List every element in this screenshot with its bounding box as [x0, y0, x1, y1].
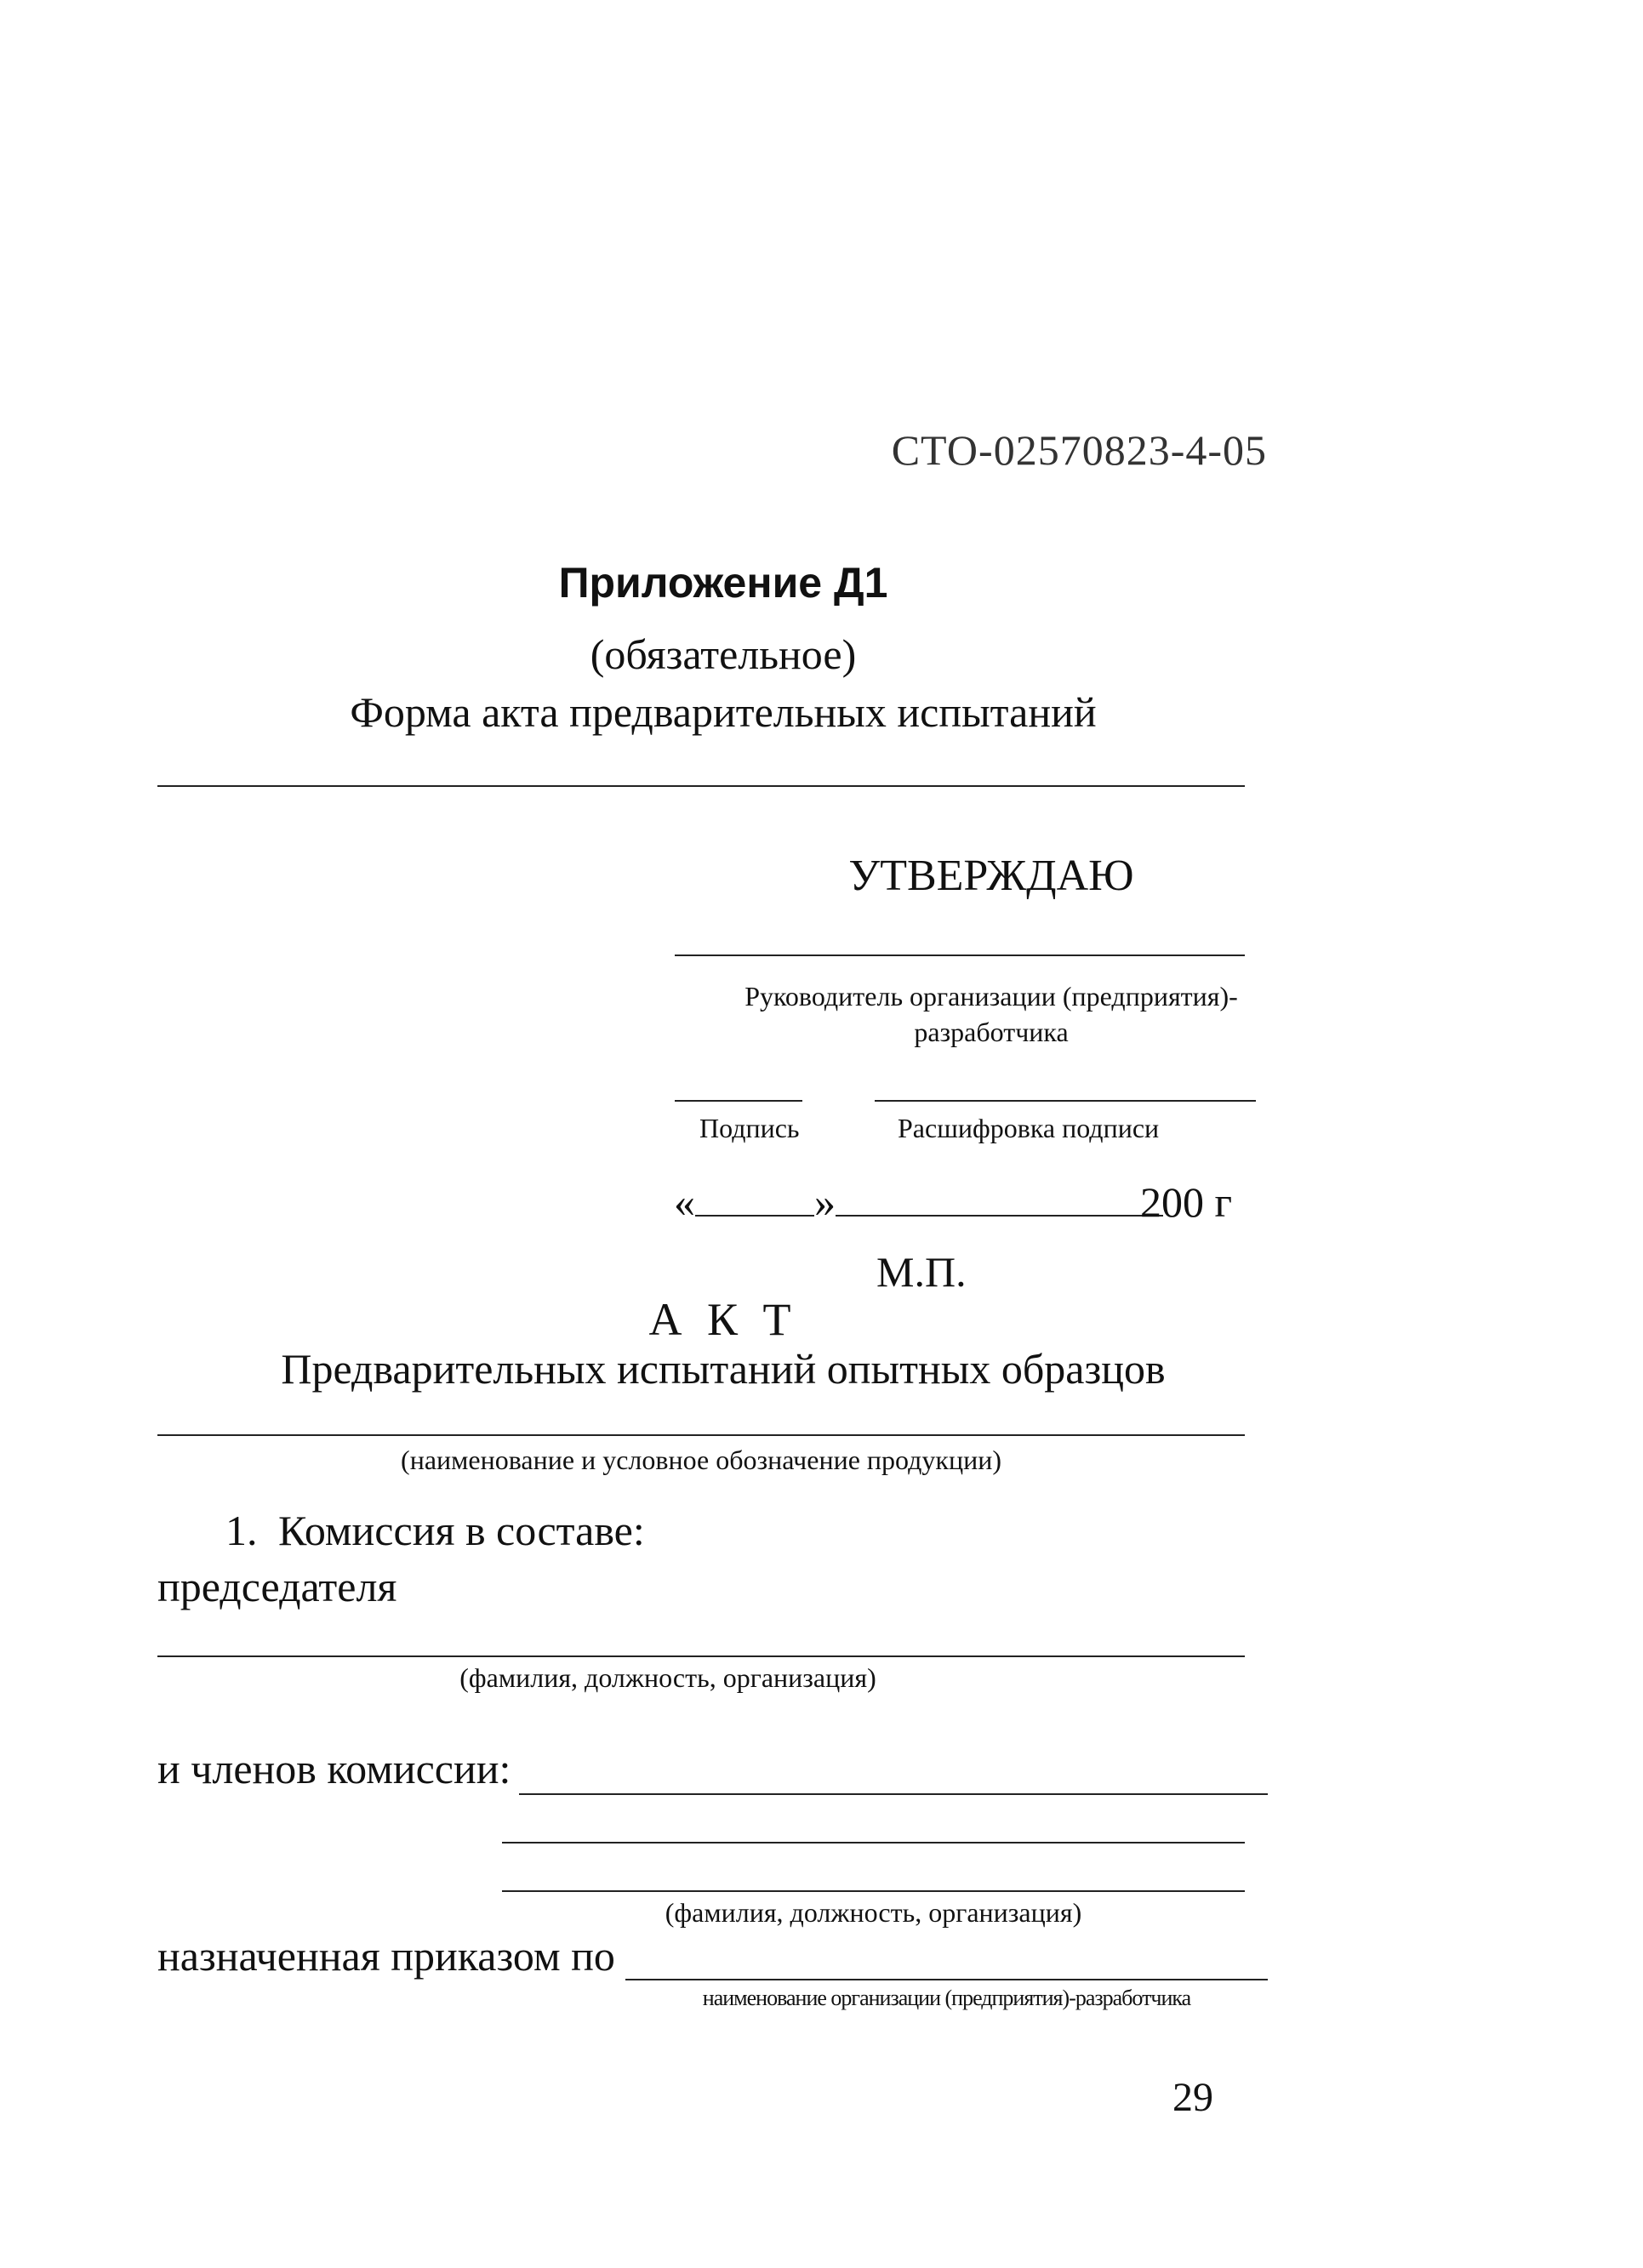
stamp-placeholder: М.П. — [876, 1248, 967, 1296]
header-divider — [157, 785, 1245, 787]
form-title: Форма акта предварительных испытаний — [350, 688, 1097, 736]
commission-item — [225, 1506, 645, 1555]
item-number: 1. — [225, 1507, 258, 1554]
members-label: и членов комиссии: — [157, 1745, 511, 1792]
signature-decode-caption: Расшифровка подписи — [898, 1113, 1160, 1143]
document-code: СТО-02570823-4-05 — [891, 426, 1267, 474]
appendix-status: (обязательное) — [590, 630, 857, 678]
date-close-quote: » — [814, 1178, 836, 1226]
approval-year: 200 г — [1140, 1178, 1233, 1226]
page-number: 29 — [1172, 2075, 1213, 2120]
act-subtitle: Предварительных испытаний опытных образцов — [281, 1345, 1166, 1393]
signature-line — [675, 1100, 802, 1102]
order-line — [625, 1979, 1268, 1980]
signature-caption: Подпись — [699, 1113, 800, 1143]
signature-decode-line — [875, 1100, 1256, 1102]
order-caption: наименование организации (предприятия)-разработчика — [702, 1986, 1191, 2010]
date-open-quote: « — [674, 1178, 695, 1226]
approve-heading: УТВЕРЖДАЮ — [848, 852, 1134, 900]
chairman-label: председателя — [157, 1563, 397, 1610]
members-line-3 — [502, 1890, 1245, 1892]
approval-date-row — [674, 1177, 1163, 1227]
appendix-title: Приложение Д1 — [558, 559, 888, 607]
item-label: Комиссия в составе: — [278, 1507, 645, 1554]
month-blank — [836, 1179, 1163, 1217]
approver-line — [675, 954, 1245, 956]
members-caption: (фамилия, должность, организация) — [665, 1897, 1082, 1928]
product-name-line — [157, 1434, 1245, 1436]
chairman-caption: (фамилия, должность, организация) — [459, 1662, 876, 1693]
act-title: А К Т — [648, 1294, 798, 1345]
day-blank — [695, 1179, 814, 1217]
product-name-caption: (наименование и условное обозначение продукции) — [401, 1445, 1001, 1475]
members-line-1 — [519, 1793, 1268, 1795]
members-line-2 — [502, 1842, 1245, 1843]
order-label: назначенная приказом по — [157, 1932, 615, 1980]
approver-role-caption: Руководитель организации (предприятия)-разработчика — [744, 981, 1238, 1047]
chairman-line — [157, 1655, 1245, 1657]
